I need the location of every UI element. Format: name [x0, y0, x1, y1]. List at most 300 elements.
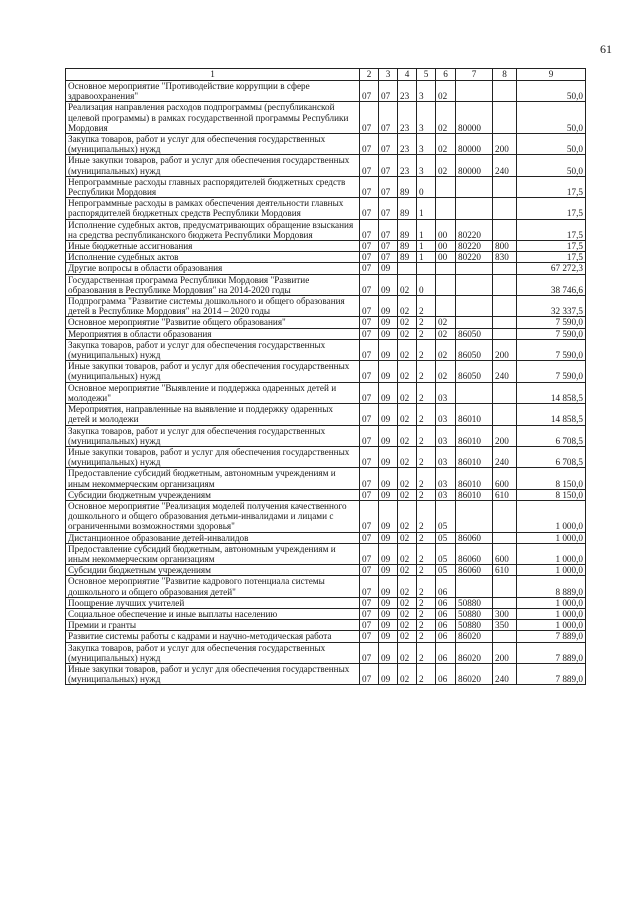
cell-c2: 07 — [360, 500, 379, 532]
row-name: Основное мероприятие "Развитие кадрового потенциала системы дошкольного и общего образования детей" — [66, 576, 360, 597]
table-row — [66, 317, 586, 328]
cell-c2: 07 — [360, 565, 379, 576]
table-row — [66, 176, 586, 197]
cell-c5: 2 — [417, 532, 436, 543]
cell-c8: 830 — [493, 252, 517, 263]
cell-amount: 8 150,0 — [517, 489, 586, 500]
cell-c5: 1 — [417, 219, 436, 240]
row-name: Иные бюджетные ассигнования — [66, 241, 360, 252]
cell-c2: 07 — [360, 620, 379, 631]
cell-c3: 09 — [379, 597, 398, 608]
cell-c6: 02 — [436, 339, 456, 360]
cell-c7: 86010 — [456, 489, 493, 500]
cell-c5: 2 — [417, 500, 436, 532]
table-row — [66, 155, 586, 176]
cell-c7: 50880 — [456, 608, 493, 619]
cell-c2: 07 — [360, 102, 379, 134]
cell-c5: 2 — [417, 328, 436, 339]
cell-c7 — [456, 81, 493, 102]
cell-c3: 09 — [379, 620, 398, 631]
cell-c4: 02 — [398, 425, 417, 446]
row-name: Закупка товаров, работ и услуг для обеспечения государственных (муниципальных) нужд — [66, 134, 360, 155]
cell-c8: 200 — [493, 339, 517, 360]
cell-c6: 02 — [436, 134, 456, 155]
cell-c4 — [398, 263, 417, 274]
cell-c6: 05 — [436, 500, 456, 532]
row-name: Иные закупки товаров, работ и услуг для обеспечения государственных (муниципальных) нужд — [66, 155, 360, 176]
cell-c7: 86060 — [456, 543, 493, 564]
cell-c4: 02 — [398, 543, 417, 564]
cell-c3: 09 — [379, 565, 398, 576]
cell-c4: 02 — [398, 446, 417, 467]
table-row — [66, 134, 586, 155]
cell-c4: 02 — [398, 468, 417, 489]
cell-c7: 86060 — [456, 565, 493, 576]
cell-c4: 89 — [398, 198, 417, 219]
cell-c2: 07 — [360, 219, 379, 240]
cell-c6: 05 — [436, 532, 456, 543]
cell-c3: 09 — [379, 317, 398, 328]
cell-c5: 2 — [417, 404, 436, 425]
cell-c7: 50880 — [456, 597, 493, 608]
table-row — [66, 361, 586, 382]
cell-amount: 1 000,0 — [517, 543, 586, 564]
cell-amount: 1 000,0 — [517, 597, 586, 608]
cell-c4: 02 — [398, 608, 417, 619]
cell-amount: 50,0 — [517, 81, 586, 102]
cell-c8: 200 — [493, 642, 517, 663]
table-body — [66, 81, 586, 685]
column-header: 5 — [417, 69, 436, 81]
cell-c3: 09 — [379, 532, 398, 543]
cell-c6: 05 — [436, 565, 456, 576]
table-row — [66, 489, 586, 500]
table-row — [66, 296, 586, 317]
cell-amount: 50,0 — [517, 102, 586, 134]
cell-c4: 02 — [398, 382, 417, 403]
table-row — [66, 500, 586, 532]
cell-c6: 06 — [436, 620, 456, 631]
cell-c2: 07 — [360, 328, 379, 339]
cell-c8 — [493, 317, 517, 328]
cell-c2: 07 — [360, 489, 379, 500]
cell-c5: 2 — [417, 620, 436, 631]
cell-amount: 1 000,0 — [517, 608, 586, 619]
cell-c3: 09 — [379, 296, 398, 317]
row-name: Основное мероприятие "Реализация моделей получения качественного дошкольного и общего образования детьми-инвалидами и лицами с ограниченными возможностями здоровья" — [66, 500, 360, 532]
cell-amount: 1 000,0 — [517, 565, 586, 576]
cell-c4: 02 — [398, 404, 417, 425]
cell-c3: 07 — [379, 81, 398, 102]
cell-c2: 07 — [360, 263, 379, 274]
cell-c2: 07 — [360, 468, 379, 489]
cell-c5: 0 — [417, 274, 436, 295]
column-header: 6 — [436, 69, 456, 81]
cell-amount: 14 858,5 — [517, 382, 586, 403]
cell-c4: 02 — [398, 576, 417, 597]
cell-c3: 09 — [379, 642, 398, 663]
cell-c2: 07 — [360, 274, 379, 295]
cell-c5: 0 — [417, 176, 436, 197]
row-name: Другие вопросы в области образования — [66, 263, 360, 274]
cell-c8 — [493, 176, 517, 197]
row-name: Премии и гранты — [66, 620, 360, 631]
cell-c8 — [493, 404, 517, 425]
cell-c2: 07 — [360, 81, 379, 102]
row-name: Реализация направления расходов подпрограммы (республиканской целевой программы) в рамках государственной программы Республики Мордовия — [66, 102, 360, 134]
cell-c7: 86060 — [456, 532, 493, 543]
cell-amount: 50,0 — [517, 134, 586, 155]
cell-c8: 600 — [493, 468, 517, 489]
cell-c6 — [436, 263, 456, 274]
cell-c4: 89 — [398, 241, 417, 252]
cell-c3: 07 — [379, 155, 398, 176]
cell-c3: 09 — [379, 274, 398, 295]
page-number: 61 — [600, 42, 612, 56]
table-row — [66, 263, 586, 274]
cell-c7: 86020 — [456, 642, 493, 663]
cell-c7 — [456, 382, 493, 403]
cell-c5: 2 — [417, 339, 436, 360]
cell-c3: 07 — [379, 252, 398, 263]
cell-c3: 07 — [379, 198, 398, 219]
cell-c4: 89 — [398, 252, 417, 263]
cell-c2: 07 — [360, 543, 379, 564]
cell-c6: 03 — [436, 446, 456, 467]
cell-c7 — [456, 263, 493, 274]
cell-c2: 07 — [360, 631, 379, 642]
cell-amount: 17,5 — [517, 198, 586, 219]
cell-c3: 09 — [379, 631, 398, 642]
cell-c8: 600 — [493, 543, 517, 564]
cell-c8 — [493, 274, 517, 295]
table-row — [66, 219, 586, 240]
cell-c6: 06 — [436, 631, 456, 642]
cell-c7: 86020 — [456, 631, 493, 642]
cell-c8: 240 — [493, 663, 517, 684]
cell-c4: 89 — [398, 219, 417, 240]
cell-c2: 07 — [360, 597, 379, 608]
row-name: Основное мероприятие "Противодействие коррупции в сфере здравоохранения" — [66, 81, 360, 102]
cell-c6: 06 — [436, 576, 456, 597]
table-row — [66, 274, 586, 295]
table-header-row — [66, 69, 586, 81]
cell-c8 — [493, 597, 517, 608]
cell-c7: 86010 — [456, 425, 493, 446]
cell-c5: 2 — [417, 446, 436, 467]
table-row — [66, 102, 586, 134]
cell-c7 — [456, 317, 493, 328]
cell-c4: 02 — [398, 339, 417, 360]
cell-c2: 07 — [360, 446, 379, 467]
cell-amount: 1 000,0 — [517, 620, 586, 631]
cell-c8 — [493, 500, 517, 532]
cell-c5: 3 — [417, 155, 436, 176]
table-row — [66, 620, 586, 631]
cell-c8 — [493, 532, 517, 543]
cell-amount: 7 889,0 — [517, 663, 586, 684]
cell-c5: 2 — [417, 489, 436, 500]
row-name: Непрограммные расходы в рамках обеспечения деятельности главных распорядителей бюджетных средств Республики Мордовия — [66, 198, 360, 219]
table-row — [66, 382, 586, 403]
cell-c5 — [417, 263, 436, 274]
cell-c5: 1 — [417, 252, 436, 263]
cell-c4: 02 — [398, 361, 417, 382]
cell-c3: 09 — [379, 328, 398, 339]
cell-c6: 02 — [436, 328, 456, 339]
cell-c6: 00 — [436, 219, 456, 240]
row-name: Дистанционное образование детей-инвалидов — [66, 532, 360, 543]
cell-c8 — [493, 219, 517, 240]
cell-c6 — [436, 198, 456, 219]
budget-table — [65, 68, 586, 685]
cell-c8: 800 — [493, 241, 517, 252]
cell-c4: 02 — [398, 532, 417, 543]
cell-amount: 8 889,0 — [517, 576, 586, 597]
cell-c3: 09 — [379, 489, 398, 500]
cell-c6: 02 — [436, 317, 456, 328]
cell-c4: 02 — [398, 565, 417, 576]
cell-amount: 7 889,0 — [517, 642, 586, 663]
row-name: Основное мероприятие "Развитие общего образования" — [66, 317, 360, 328]
cell-c6: 03 — [436, 489, 456, 500]
row-name: Непрограммные расходы главных распорядителей бюджетных средств Республики Мордовия — [66, 176, 360, 197]
cell-c6: 02 — [436, 155, 456, 176]
table-row — [66, 597, 586, 608]
cell-c2: 07 — [360, 361, 379, 382]
cell-amount: 67 272,3 — [517, 263, 586, 274]
column-header: 4 — [398, 69, 417, 81]
cell-c8: 200 — [493, 425, 517, 446]
cell-c2: 07 — [360, 576, 379, 597]
cell-c6: 06 — [436, 608, 456, 619]
cell-c2: 07 — [360, 532, 379, 543]
cell-c7 — [456, 296, 493, 317]
cell-c6: 03 — [436, 468, 456, 489]
cell-c4: 02 — [398, 489, 417, 500]
table-row — [66, 339, 586, 360]
cell-c2: 07 — [360, 155, 379, 176]
cell-c7 — [456, 500, 493, 532]
cell-c6 — [436, 274, 456, 295]
cell-c2: 07 — [360, 198, 379, 219]
row-name: Предоставление субсидий бюджетным, автономным учреждениям и иным некоммерческим организациям — [66, 468, 360, 489]
cell-c6: 03 — [436, 404, 456, 425]
table-row — [66, 532, 586, 543]
cell-c7 — [456, 198, 493, 219]
cell-c7: 50880 — [456, 620, 493, 631]
cell-c4: 23 — [398, 102, 417, 134]
cell-c7: 80000 — [456, 155, 493, 176]
cell-c4: 02 — [398, 317, 417, 328]
cell-c4: 23 — [398, 155, 417, 176]
cell-c5: 3 — [417, 102, 436, 134]
table-row — [66, 328, 586, 339]
cell-c8: 610 — [493, 565, 517, 576]
column-header: 7 — [456, 69, 493, 81]
cell-c2: 07 — [360, 404, 379, 425]
cell-c7: 86050 — [456, 361, 493, 382]
cell-amount: 17,5 — [517, 176, 586, 197]
cell-c3: 07 — [379, 134, 398, 155]
cell-c6: 00 — [436, 252, 456, 263]
cell-c8 — [493, 81, 517, 102]
cell-c3: 09 — [379, 543, 398, 564]
cell-c3: 09 — [379, 576, 398, 597]
cell-c7 — [456, 274, 493, 295]
cell-c4: 02 — [398, 642, 417, 663]
cell-c7: 86010 — [456, 468, 493, 489]
row-name: Мероприятия в области образования — [66, 328, 360, 339]
cell-amount: 14 858,5 — [517, 404, 586, 425]
cell-c3: 07 — [379, 219, 398, 240]
table-row — [66, 631, 586, 642]
table-row — [66, 663, 586, 684]
cell-c3: 07 — [379, 241, 398, 252]
cell-c5: 2 — [417, 642, 436, 663]
table-row — [66, 241, 586, 252]
cell-c2: 07 — [360, 176, 379, 197]
cell-c4: 02 — [398, 597, 417, 608]
cell-c6 — [436, 176, 456, 197]
cell-c7: 80000 — [456, 102, 493, 134]
cell-amount: 6 708,5 — [517, 425, 586, 446]
row-name: Закупка товаров, работ и услуг для обеспечения государственных (муниципальных) нужд — [66, 642, 360, 663]
cell-c2: 07 — [360, 317, 379, 328]
cell-c7: 86010 — [456, 404, 493, 425]
cell-c4: 89 — [398, 176, 417, 197]
cell-c4: 02 — [398, 274, 417, 295]
cell-c8 — [493, 382, 517, 403]
table-row — [66, 608, 586, 619]
cell-amount: 17,5 — [517, 252, 586, 263]
cell-amount: 38 746,6 — [517, 274, 586, 295]
cell-c7: 86050 — [456, 339, 493, 360]
table-row — [66, 446, 586, 467]
cell-amount: 7 590,0 — [517, 339, 586, 360]
cell-c3: 09 — [379, 468, 398, 489]
cell-c5: 2 — [417, 663, 436, 684]
cell-c8: 610 — [493, 489, 517, 500]
cell-amount: 7 590,0 — [517, 317, 586, 328]
cell-c3: 09 — [379, 446, 398, 467]
row-name: Иные закупки товаров, работ и услуг для обеспечения государственных (муниципальных) нужд — [66, 663, 360, 684]
cell-c6: 02 — [436, 102, 456, 134]
cell-c5: 2 — [417, 296, 436, 317]
cell-c8: 240 — [493, 361, 517, 382]
cell-c4: 23 — [398, 81, 417, 102]
cell-c4: 02 — [398, 328, 417, 339]
table-row — [66, 565, 586, 576]
cell-c8: 350 — [493, 620, 517, 631]
cell-c3: 09 — [379, 339, 398, 360]
row-name: Социальное обеспечение и иные выплаты населению — [66, 608, 360, 619]
cell-c6: 02 — [436, 81, 456, 102]
table-row — [66, 81, 586, 102]
cell-c7: 80000 — [456, 134, 493, 155]
cell-c2: 07 — [360, 339, 379, 360]
column-header: 2 — [360, 69, 379, 81]
cell-amount: 32 337,5 — [517, 296, 586, 317]
column-header: 1 — [66, 69, 360, 81]
cell-c3: 09 — [379, 425, 398, 446]
cell-c3: 09 — [379, 361, 398, 382]
cell-c7: 80220 — [456, 252, 493, 263]
row-name: Субсидии бюджетным учреждениям — [66, 565, 360, 576]
cell-c4: 02 — [398, 631, 417, 642]
cell-c5: 2 — [417, 608, 436, 619]
row-name: Закупка товаров, работ и услуг для обеспечения государственных (муниципальных) нужд — [66, 339, 360, 360]
cell-c5: 2 — [417, 576, 436, 597]
cell-c2: 07 — [360, 382, 379, 403]
cell-c5: 2 — [417, 468, 436, 489]
cell-c4: 02 — [398, 620, 417, 631]
cell-c3: 09 — [379, 663, 398, 684]
cell-c8 — [493, 296, 517, 317]
row-name: Исполнение судебных актов, предусматривающих обращение взыскания на средства республиканского бюджета Республики Мордовия — [66, 219, 360, 240]
cell-c8 — [493, 263, 517, 274]
cell-c2: 07 — [360, 134, 379, 155]
cell-c2: 07 — [360, 642, 379, 663]
cell-c6: 00 — [436, 241, 456, 252]
cell-c5: 2 — [417, 565, 436, 576]
cell-c4: 02 — [398, 663, 417, 684]
cell-c5: 1 — [417, 198, 436, 219]
row-name: Исполнение судебных актов — [66, 252, 360, 263]
cell-c5: 2 — [417, 382, 436, 403]
cell-c6: 03 — [436, 425, 456, 446]
row-name: Иные закупки товаров, работ и услуг для обеспечения государственных (муниципальных) нужд — [66, 446, 360, 467]
cell-c5: 2 — [417, 317, 436, 328]
cell-amount: 17,5 — [517, 241, 586, 252]
cell-c7 — [456, 576, 493, 597]
cell-c5: 2 — [417, 597, 436, 608]
cell-c8 — [493, 576, 517, 597]
cell-c2: 07 — [360, 663, 379, 684]
row-name: Государственная программа Республики Мордовия "Развитие образования в Республике Мордовия" на 2014-2020 годы — [66, 274, 360, 295]
cell-amount: 1 000,0 — [517, 500, 586, 532]
table-row — [66, 468, 586, 489]
cell-c3: 07 — [379, 102, 398, 134]
cell-c3: 07 — [379, 176, 398, 197]
cell-c7: 80220 — [456, 219, 493, 240]
row-name: Основное мероприятие "Выявление и поддержка одаренных детей и молодежи" — [66, 382, 360, 403]
cell-c4: 23 — [398, 134, 417, 155]
cell-c3: 09 — [379, 263, 398, 274]
cell-c4: 02 — [398, 500, 417, 532]
cell-c6: 06 — [436, 663, 456, 684]
table-row — [66, 404, 586, 425]
cell-c3: 09 — [379, 608, 398, 619]
row-name: Подпрограмма "Развитие системы дошкольного и общего образования детей в Республике Мордовия" на 2014 – 2020 годы — [66, 296, 360, 317]
cell-c7: 86050 — [456, 328, 493, 339]
cell-c5: 2 — [417, 425, 436, 446]
cell-amount: 7 590,0 — [517, 361, 586, 382]
cell-c5: 3 — [417, 134, 436, 155]
cell-c5: 1 — [417, 241, 436, 252]
row-name: Предоставление субсидий бюджетным, автономным учреждениям и иным некоммерческим организациям — [66, 543, 360, 564]
table-row — [66, 425, 586, 446]
row-name: Поощрение лучших учителей — [66, 597, 360, 608]
cell-amount: 17,5 — [517, 219, 586, 240]
row-name: Субсидии бюджетным учреждениям — [66, 489, 360, 500]
cell-c2: 07 — [360, 252, 379, 263]
cell-c8 — [493, 328, 517, 339]
cell-c3: 09 — [379, 500, 398, 532]
cell-c6: 06 — [436, 597, 456, 608]
cell-amount: 8 150,0 — [517, 468, 586, 489]
cell-c7: 80220 — [456, 241, 493, 252]
